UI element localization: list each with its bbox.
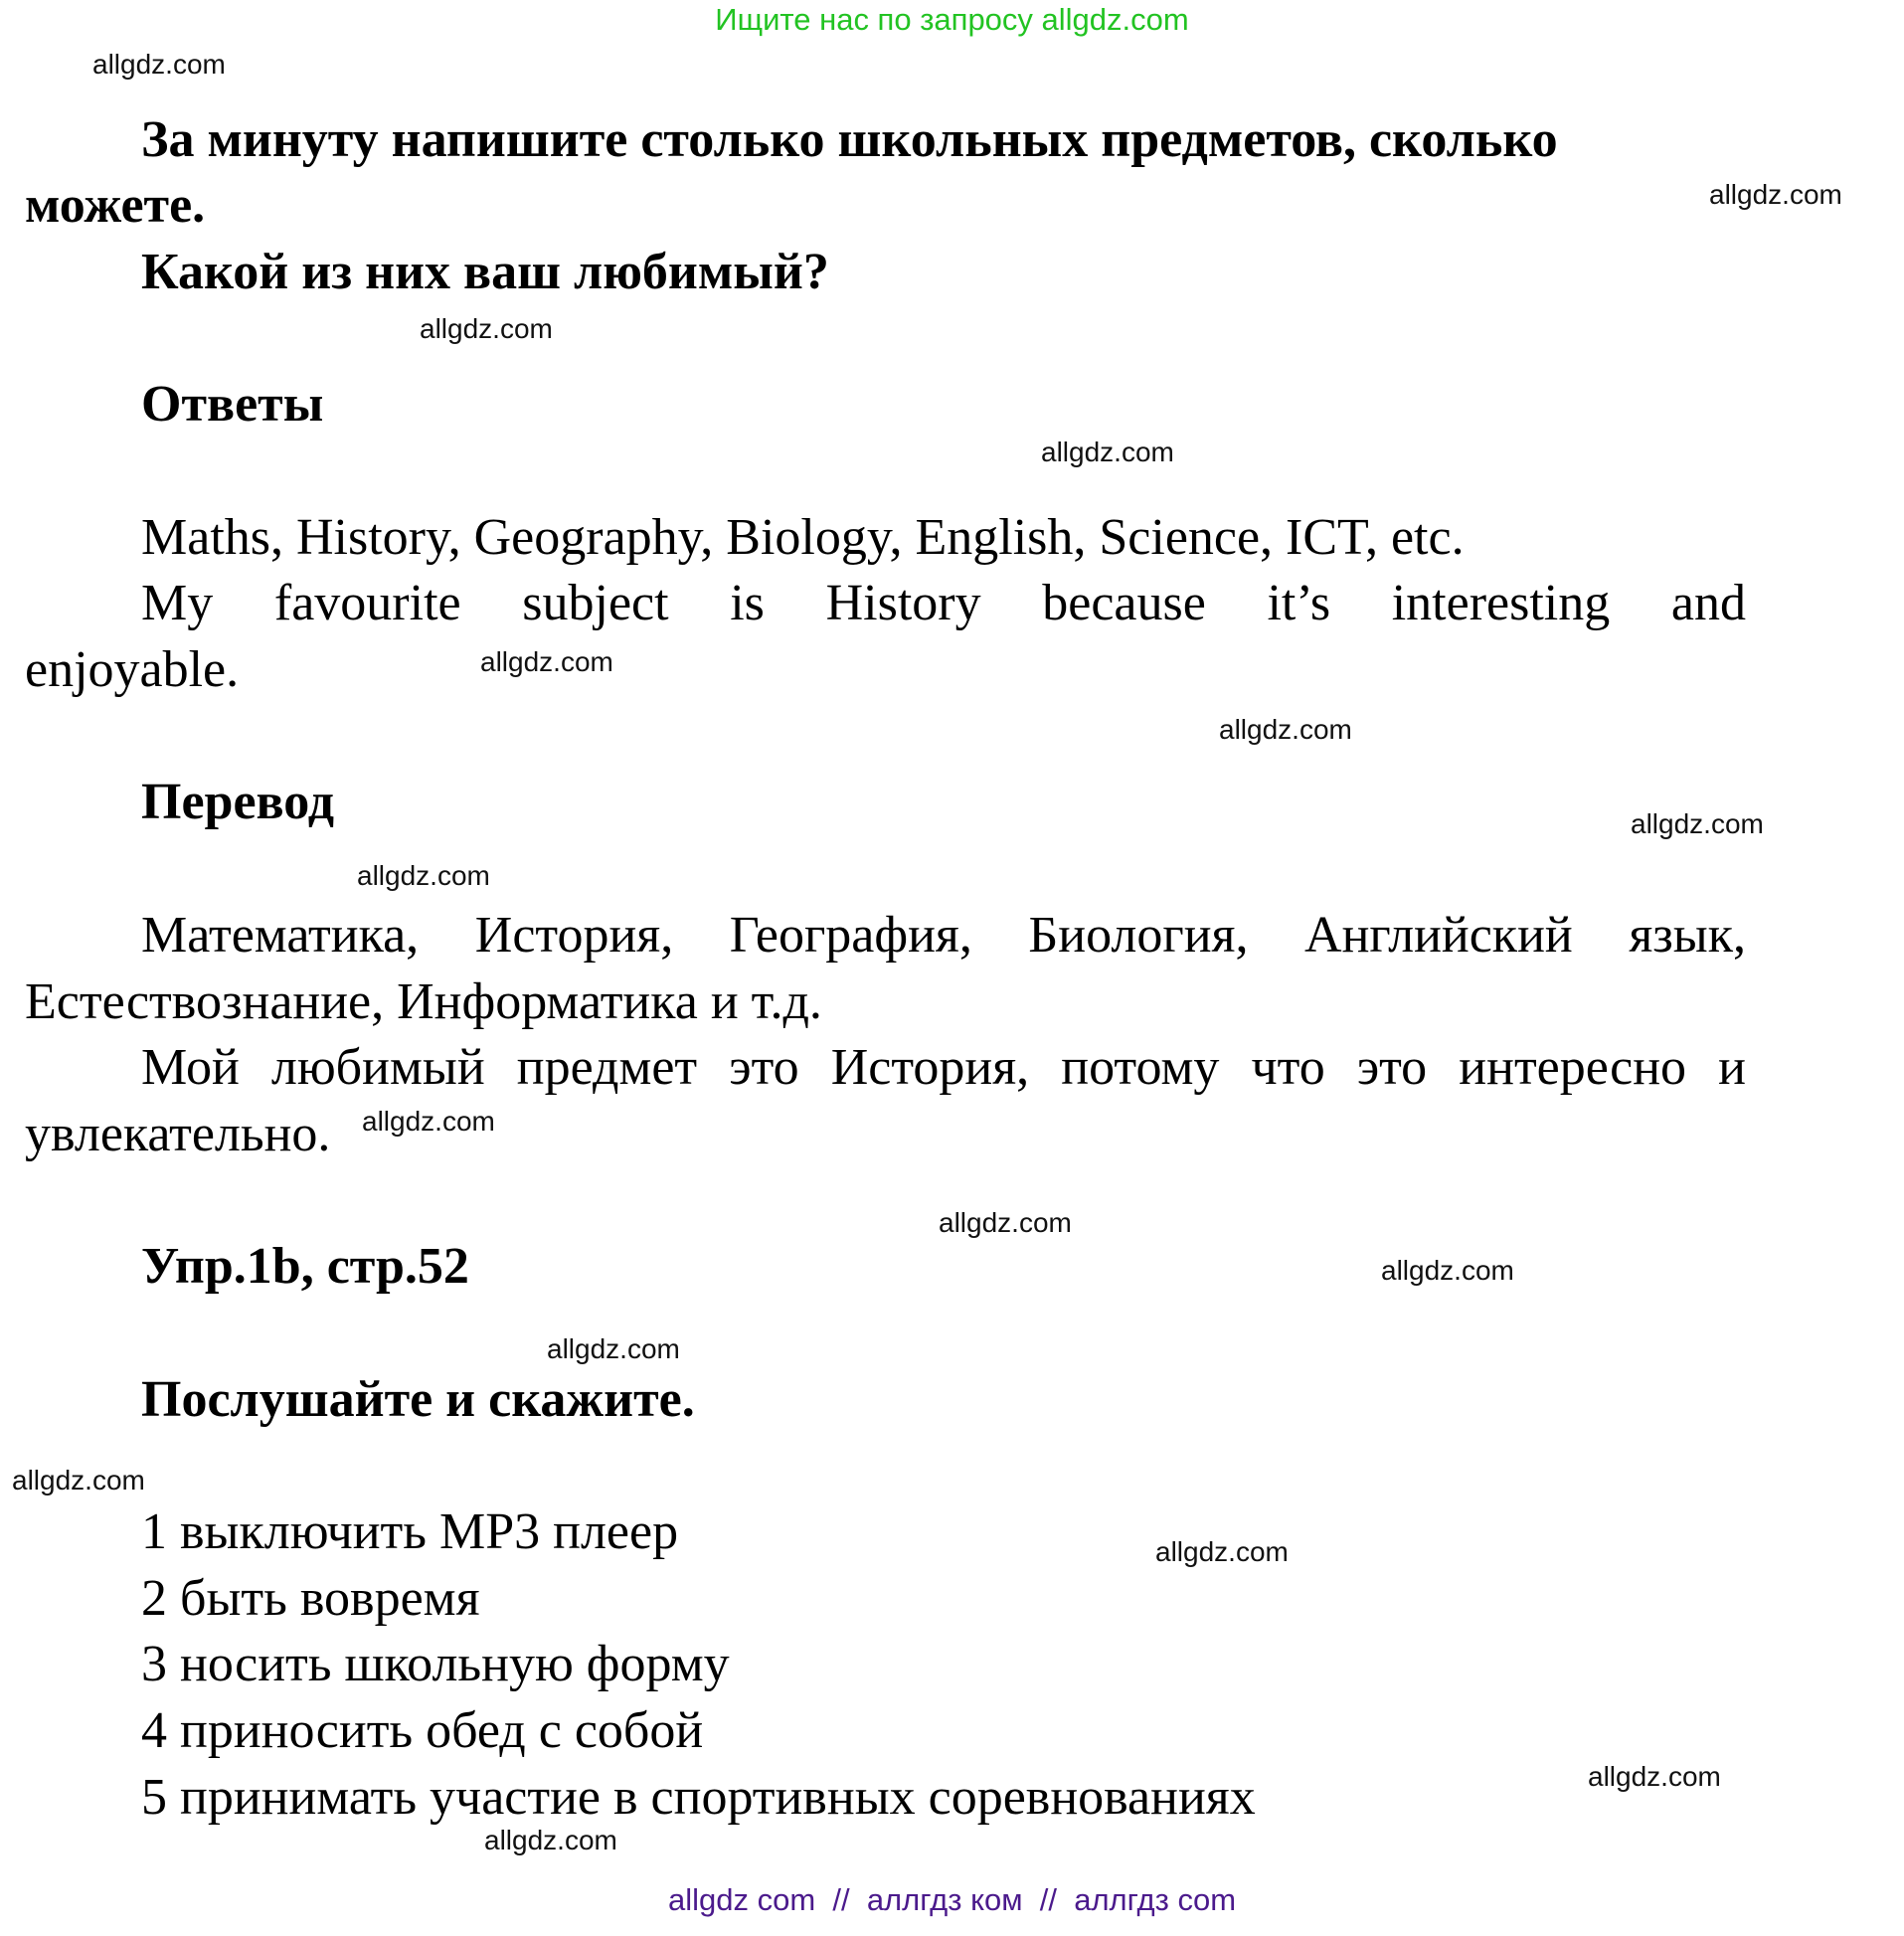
- watermark: allgdz.com: [484, 1825, 617, 1855]
- exercise-heading: Упр.1b, стр.52: [141, 1238, 469, 1295]
- watermark: allgdz.com: [1709, 179, 1842, 210]
- list-item: 3 носить школьную форму: [141, 1636, 730, 1692]
- answer-line-2: My favourite subject is History because it’s interesting and: [141, 575, 1746, 631]
- list-item: 5 принимать участие в спортивных соревнованиях: [141, 1769, 1256, 1826]
- translation-line-3: Мой любимый предмет это История, потому что это интересно и: [141, 1039, 1746, 1096]
- exercise-instruction: Послушайте и скажите.: [141, 1371, 695, 1428]
- answer-line-1: Maths, History, Geography, Biology, English, Science, ICT, etc.: [141, 509, 1465, 566]
- watermark: allgdz.com: [1381, 1255, 1514, 1286]
- answers-heading: Ответы: [141, 376, 324, 433]
- list-item: 4 приносить обед с собой: [141, 1702, 704, 1759]
- watermark: allgdz.com: [357, 860, 490, 891]
- watermark: allgdz.com: [362, 1106, 495, 1137]
- watermark: allgdz.com: [1631, 808, 1764, 839]
- task-line-1: За минуту напишите столько школьных предметов, сколько: [141, 111, 1558, 168]
- watermark: allgdz.com: [1588, 1761, 1721, 1792]
- translation-line-2: Естествознание, Информатика и т.д.: [25, 973, 822, 1030]
- search-banner: Ищите нас по запросу allgdz.com: [715, 2, 1189, 37]
- watermark: allgdz.com: [939, 1207, 1072, 1238]
- footer-watermark: allgdz com // аллгдз ком // аллгдз com: [667, 1882, 1237, 1917]
- watermark: allgdz.com: [1219, 714, 1352, 745]
- task-line-2: можете.: [25, 177, 206, 234]
- watermark: allgdz.com: [420, 313, 553, 344]
- watermark: allgdz.com: [480, 646, 613, 677]
- task-question: Какой из них ваш любимый?: [141, 244, 829, 300]
- watermark: allgdz.com: [1041, 437, 1174, 467]
- translation-heading: Перевод: [141, 774, 335, 830]
- list-item: 2 быть вовремя: [141, 1570, 480, 1627]
- translation-line-1: Математика, История, География, Биология, Английский язык,: [141, 907, 1746, 964]
- watermark: allgdz.com: [547, 1333, 680, 1364]
- watermark: allgdz.com: [1155, 1536, 1289, 1567]
- answer-line-3: enjoyable.: [25, 641, 240, 698]
- watermark: allgdz.com: [12, 1465, 145, 1496]
- watermark: allgdz.com: [92, 49, 226, 80]
- list-item: 1 выключить MP3 плеер: [141, 1503, 679, 1560]
- translation-line-4: увлекательно.: [25, 1106, 331, 1162]
